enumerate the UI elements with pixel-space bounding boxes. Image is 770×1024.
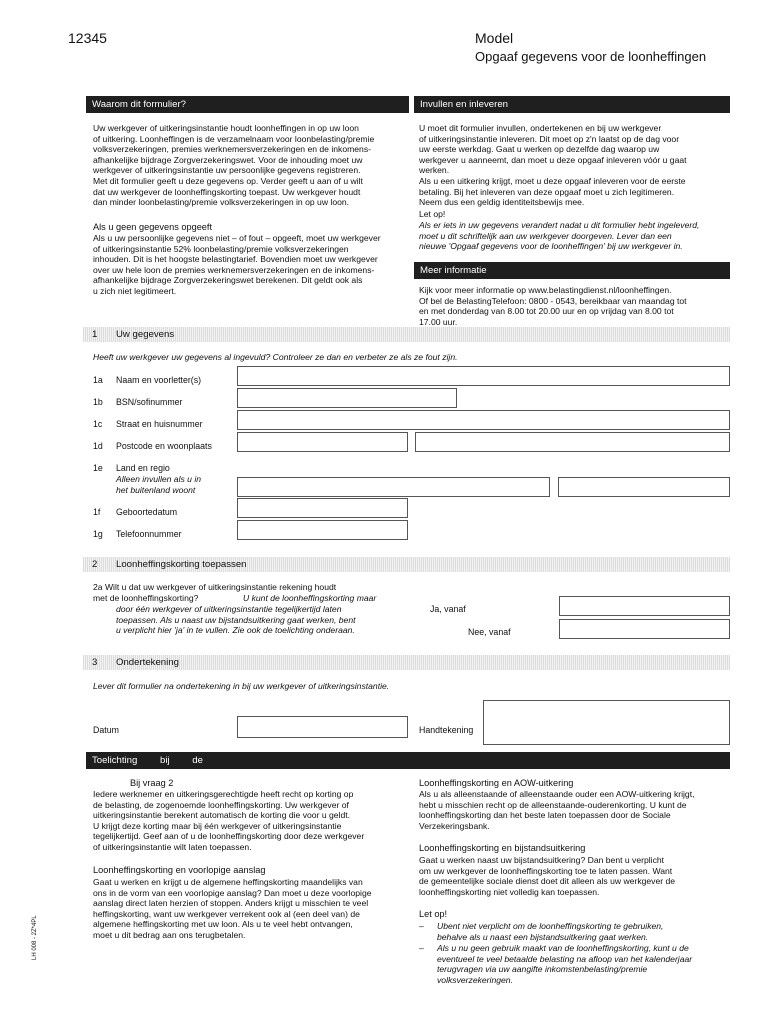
explanation-bar-c: de xyxy=(192,755,203,766)
section-3-number: 3 xyxy=(92,657,98,668)
name-input[interactable] xyxy=(237,366,730,386)
aow-text: Als u als alleenstaande of alleenstaande ouder een AOW-uitkering krijgt, hebt u misschien recht op de alleenstaande-ouderenkorting. U kunt de loonheffingskorting dan het beste laten toepassen door de Sociale Verzekeringsbank. xyxy=(419,789,695,831)
footer-code: LH 008 - 2Z*4PL xyxy=(32,915,38,960)
bullet-1-marker: – xyxy=(419,921,424,931)
why-text: Uw werkgever of uitkeringsinstantie houdt loonheffingen in op uw loon of uitkering. Loonheffingen is de verzamelnaam voor loonbelasting/premie volksverzekeringen, premies werknemersverzekeringen en de inkomens- afhankelijke bijdrage Zorgverzekeringswet. Voor de inhouding moet uw werkgever of uitkeringsinstantie uw persoonlijke gegevens registreren. Met dit formulier geeft u deze gegevens op. Verder geeft u aan of u wilt dat uw werkgever de loonheffingskorting toepast. Uw werkgever houdt dan minder loonbelasting/premie volksverzekeringen in op uw loon. xyxy=(93,123,375,208)
model-label: Model xyxy=(475,30,514,46)
field-1a-label: Naam en voorletter(s) xyxy=(116,375,202,385)
no-data-title: Als u geen gegevens opgeeft xyxy=(93,222,213,232)
field-1d-label: Postcode en woonplaats xyxy=(116,441,212,451)
date-label: Datum xyxy=(93,725,119,735)
region-input[interactable] xyxy=(558,477,730,497)
field-1d-number: 1d xyxy=(93,441,103,451)
postcode-input[interactable] xyxy=(237,432,408,452)
explanation-bar-b: bij xyxy=(160,755,170,766)
field-1e-hint: Alleen invullen als u in het buitenland woont xyxy=(116,474,202,495)
form-code: 12345 xyxy=(68,30,107,46)
section-2-title: Loonheffingskorting toepassen xyxy=(116,559,247,570)
q2-title: Bij vraag 2 xyxy=(130,778,174,788)
fill-bar xyxy=(414,96,730,113)
birthdate-input[interactable] xyxy=(237,498,408,518)
section-2-header xyxy=(83,557,730,572)
date-input[interactable] xyxy=(237,716,408,738)
section-1-header xyxy=(83,327,730,342)
section-2-hint-a: U kunt de loonheffingskorting maar xyxy=(243,593,377,603)
yes-label: Ja, vanaf xyxy=(430,604,466,614)
section-3-note: Lever dit formulier na ondertekening in bij uw werkgever of uitkeringsinstantie. xyxy=(93,681,390,691)
field-1g-number: 1g xyxy=(93,529,103,539)
more-info-text: Kijk voor meer informatie op www.belastingdienst.nl/loonheffingen. Of bel de BelastingTelefoon: 0800 - 0543, bereikbaar van maandag tot en met donderdag van 8.00 tot 20.00 uur en op vrijdag van 8.00 tot 17.00 uur. xyxy=(419,285,687,327)
more-info-title: Meer informatie xyxy=(420,265,487,276)
no-label: Nee, vanaf xyxy=(468,627,511,637)
signature-label: Handtekening xyxy=(419,725,474,735)
section-3-header xyxy=(83,655,730,670)
section-2-question: 2a Wilt u dat uw werkgever of uitkeringsinstantie rekening houdt met de loonheffingskorting? xyxy=(93,582,337,603)
section-2-number: 2 xyxy=(92,559,98,570)
bullet-2-marker: – xyxy=(419,943,424,953)
yes-from-input[interactable] xyxy=(559,596,730,616)
field-1c-label: Straat en huisnummer xyxy=(116,419,203,429)
fill-title: Invullen en inleveren xyxy=(420,99,509,110)
no-data-text: Als u uw persoonlijke gegevens niet – of fout – opgeeft, moet uw werkgever of uitkeringsinstantie 52% loonbelasting/premie volksverzekeringen inhouden. Dit is het hoogste belastingtarief. Bovendien moet uw werkgever over uw hele loon de premies werknemersverzekeringen en de inkomens- afhankelijke bijdrage Zorgverzekeringswet berekenen. Dit geldt ook als u zich niet legitimeert. xyxy=(93,233,381,296)
attention-label: Let op! xyxy=(419,209,446,219)
attention-text: Als er iets in uw gegevens verandert nadat u dit formulier hebt ingeleverd, moet u dit schriftelijk aan uw werkgever doorgeven. Lever dan een nieuwe 'Opgaaf gegevens voor de loonheffingen' bij uw werkgever in. xyxy=(419,220,700,252)
section-2-hint-b: door één werkgever of uitkeringsinstantie tegelijkertijd laten toepassen. Als u naast uw bijstandsuitkering gaat werken, bent u verplicht hier 'ja' in te vullen. Zie ook de toelichting onderaan. xyxy=(116,604,356,636)
field-1b-number: 1b xyxy=(93,397,103,407)
field-1a-number: 1a xyxy=(93,375,103,385)
bsn-input[interactable] xyxy=(237,388,457,408)
field-1c-number: 1c xyxy=(93,419,103,429)
why-title: Waarom dit formulier? xyxy=(92,99,187,110)
signature-field[interactable] xyxy=(483,700,730,745)
section-1-title: Uw gegevens xyxy=(116,329,175,340)
explanation-bar xyxy=(86,752,730,769)
explanation-bar-a: Toelichting xyxy=(92,755,138,766)
phone-input[interactable] xyxy=(237,520,408,540)
section-1-note: Heeft uw werkgever uw gegevens al ingevuld? Controleer ze dan en verbeter ze als ze fout zijn. xyxy=(93,352,458,362)
bullet-1-text: Ubent niet verplicht om de loonheffingskorting te gebruiken, behalve als u naast een bijstandsuitkering gaat werken. xyxy=(437,921,664,942)
provisional-title: Loonheffingskorting en voorlopige aanslag xyxy=(93,865,266,875)
provisional-text: Gaat u werken en krijgt u de algemene heffingskorting maandelijks van ons in de vorm van een voorlopige aanslag? Dan moet u deze voorlopige aanslag direct laten herzien of stoppen. Anders krijgt u misschien te veel heffingskorting, want uw werkgever verrekent ook al (een deel van) de algemene heffingskorting met uw loon. Als u te veel hebt ontvangen, moet u dit bedrag aan ons terugbetalen. xyxy=(93,877,372,940)
field-1b-label: BSN/sofinummer xyxy=(116,397,183,407)
section-1-number: 1 xyxy=(92,329,98,340)
field-1e-label: Land en regio xyxy=(116,463,170,473)
aow-title: Loonheffingskorting en AOW-uitkering xyxy=(419,778,574,788)
no-from-input[interactable] xyxy=(559,619,730,639)
street-input[interactable] xyxy=(237,410,730,430)
field-1g-label: Telefoonnummer xyxy=(116,529,182,539)
fill-text: U moet dit formulier invullen, ondertekenen en bij uw werkgever of uitkeringsinstantie inleveren. Dit moet op z'n laatst op de dag voor uw eerste werkdag. Gaat u werken op dezelfde dag waarop uw werkgever u aanneemt, dan moet u deze opgaaf inleveren vóór u gaat werken. Als u een uitkering krijgt, moet u deze opgaaf inleveren voor de eerste betaling. Bij het inleveren van deze opgaaf moet u zich legitimeren. Neem dus een geldig identiteitsbewijs mee. xyxy=(419,123,687,208)
why-bar xyxy=(86,96,409,113)
country-input[interactable] xyxy=(237,477,550,497)
bullet-2-text: Als u nu geen gebruik maakt van de loonheffingskorting, kunt u de eventueel te veel betaalde belasting na afloop van het kalenderjaar terugvragen via uw aangifte inkomstenbelasting/premie volksverzekeringen. xyxy=(437,943,693,985)
field-1f-number: 1f xyxy=(93,507,101,517)
page-title: Opgaaf gegevens voor de loonheffingen xyxy=(475,49,707,64)
more-info-bar xyxy=(414,262,730,279)
section-3-title: Ondertekening xyxy=(116,657,179,668)
bijstand-title: Loonheffingskorting en bijstandsuitkering xyxy=(419,843,586,853)
q2-text: Iedere werknemer en uitkeringsgerechtigde heeft recht op korting op de belasting, de zogenoemde loonheffingskorting. Uw werkgever of uitkeringsinstantie berekent automatisch de korting die voor u geldt. U krijgt deze korting maar bij één werkgever of uitkeringsinstantie tegelijkertijd. Geef aan of u de loonheffingskorting door deze werkgever of uitkeringsinstantie wilt laten toepassen. xyxy=(93,789,365,852)
bijstand-text: Gaat u werken naast uw bijstandsuitkering? Dan bent u verplicht om uw werkgever de loonheffingskorting toe te laten passen. Want de gemeentelijke sociale dienst doet dit alleen als uw werkgever de loonheffingskorting niet volledig kan toepassen. xyxy=(419,855,676,897)
explanation-attention: Let op! xyxy=(419,909,448,919)
field-1f-label: Geboortedatum xyxy=(116,507,178,517)
field-1e-number: 1e xyxy=(93,463,103,473)
city-input[interactable] xyxy=(415,432,730,452)
